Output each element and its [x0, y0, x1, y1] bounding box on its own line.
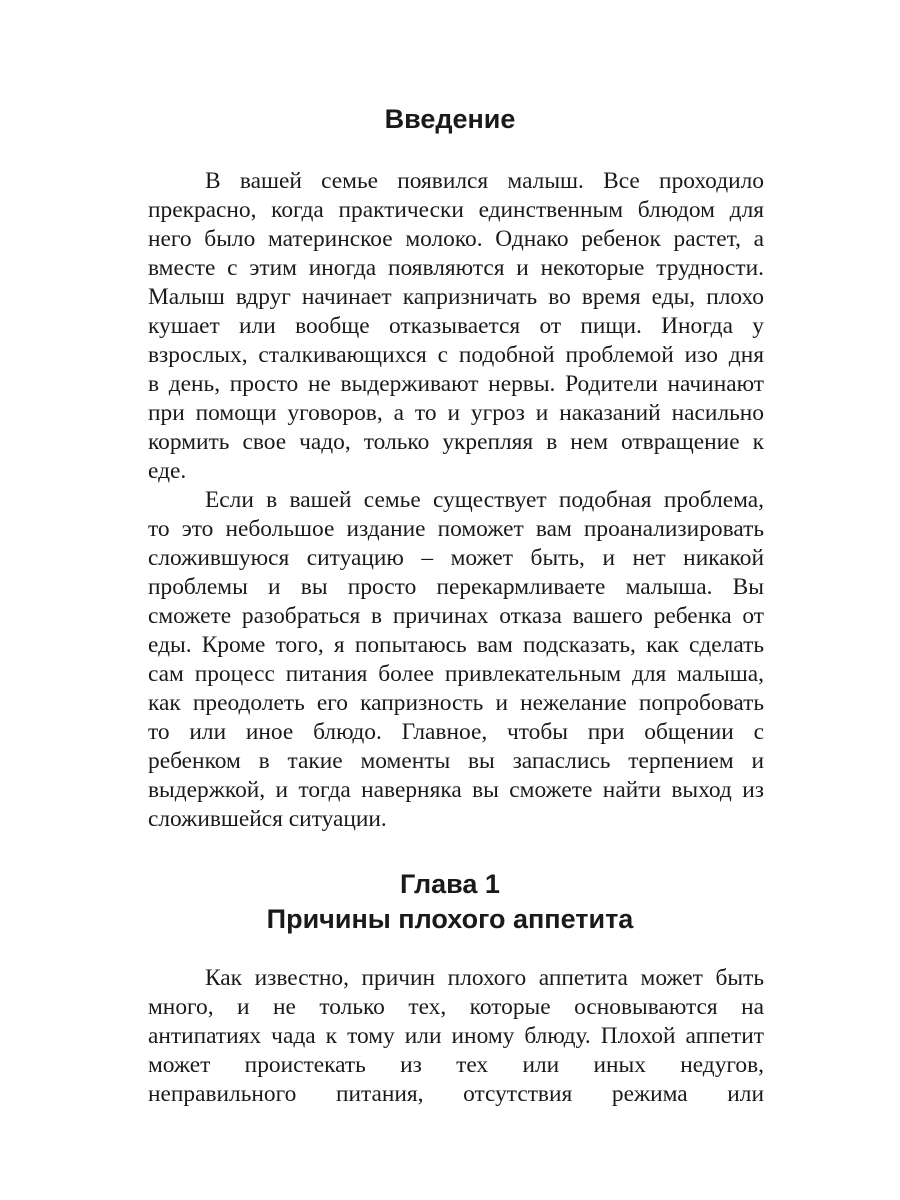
text-line: сможете разобраться в причинах отказа вашего ребенка от [148, 603, 764, 629]
text-line: Если в вашей семье существует подобная проблема, [205, 487, 764, 513]
text-line: еде. [148, 458, 187, 484]
text-line: то или иное блюдо. Главное, чтобы при общении с [148, 719, 764, 745]
text-line: вместе с этим иногда появляются и некоторые трудности. [148, 255, 764, 281]
text-line: неправильного питания, отсутствия режима или [148, 1081, 764, 1107]
text-line: него было материнское молоко. Однако ребенок растет, а [148, 226, 764, 252]
text-line: кушает или вообще отказывается от пищи. Иногда у [148, 313, 764, 339]
chapter-number: Глава 1 [400, 869, 500, 899]
text-line: прекрасно, когда практически единственным блюдом для [148, 197, 764, 223]
text-line: выдержкой, и тогда наверняка вы сможете найти выход из [148, 777, 764, 803]
text-line: В вашей семье появился малыш. Все проходило [205, 168, 764, 194]
text-line: взрослых, сталкивающихся с подобной проблемой изо дня [148, 342, 764, 368]
text-line: сложившуюся ситуацию – может быть, и нет никакой [148, 545, 764, 571]
text-line: кормить свое чадо, только укрепляя в нем отвращение к [148, 429, 764, 455]
text-line: много, и не только тех, которые основываются на [148, 994, 764, 1020]
text-line: сложившейся ситуации. [148, 806, 387, 832]
introduction-paragraph-2 [148, 486, 764, 834]
text-line: при помощи уговоров, а то и угроз и наказаний насильно [148, 400, 764, 426]
text-line: то это небольшое издание поможет вам проанализировать [148, 516, 764, 542]
introduction-title: Введение [384, 104, 516, 134]
text-line: в день, просто не выдерживают нервы. Родители начинают [148, 371, 764, 397]
text-line: проблемы и вы просто перекармливаете малыша. Вы [148, 574, 764, 600]
text-line: сам процесс питания более привлекательным для малыша, [148, 661, 764, 687]
chapter-title: Причины плохого аппетита [266, 904, 634, 934]
text-line: ребенком в такие моменты вы запаслись терпением и [148, 748, 764, 774]
text-line: может проистекать из тех или иных недугов, [148, 1052, 764, 1078]
text-line: Малыш вдруг начинает капризничать во время еды, плохо [148, 284, 764, 310]
text-line: как преодолеть его капризность и нежелание попробовать [148, 690, 764, 716]
text-line: Как известно, причин плохого аппетита может быть [205, 965, 764, 991]
chapter1-paragraph-1 [148, 964, 764, 1109]
text-line: еды. Кроме того, я попытаюсь вам подсказать, как сделать [148, 632, 764, 658]
introduction-paragraph-1 [148, 167, 764, 486]
text-line: антипатиях чада к тому или иному блюду. Плохой аппетит [148, 1023, 764, 1049]
